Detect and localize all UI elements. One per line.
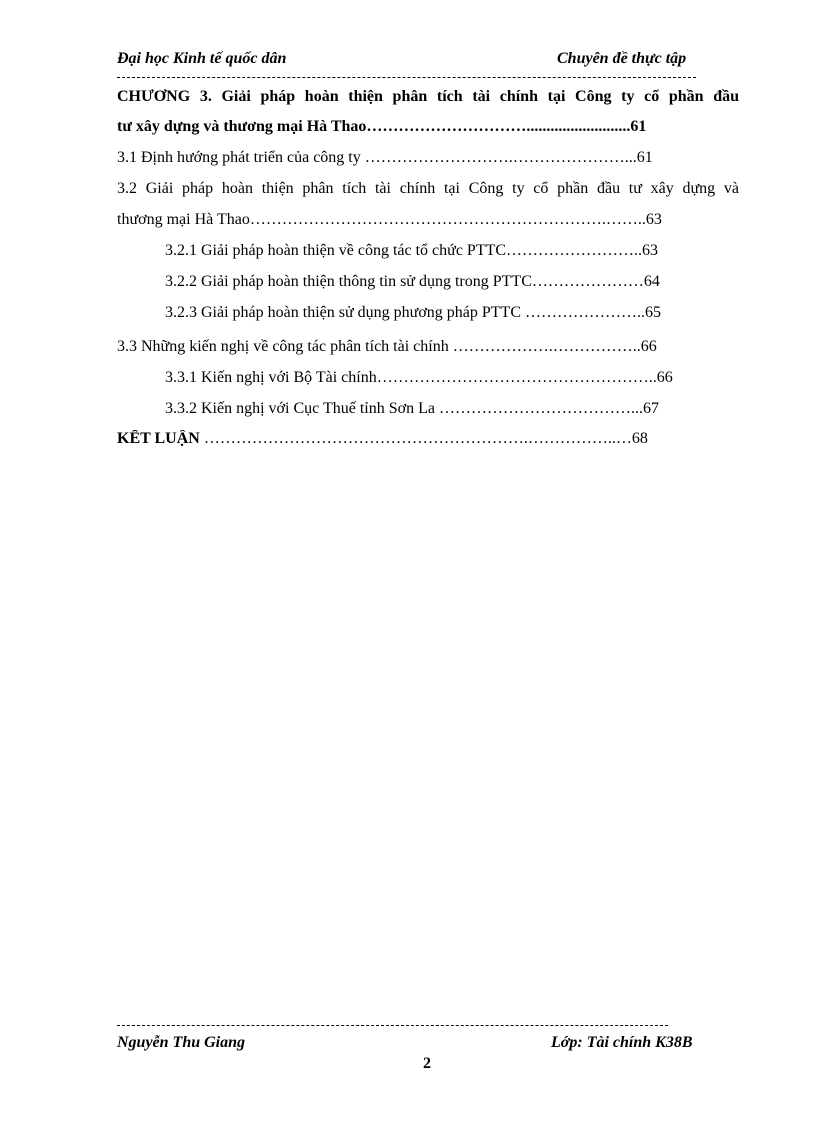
toc-conclusion-leader: …………………………………………………….……………..…68 <box>199 430 648 447</box>
footer-author: Nguyễn Thu Giang <box>117 1034 246 1051</box>
toc-conclusion-label: KẾT LUẬN <box>117 430 200 447</box>
header-divider <box>117 77 696 78</box>
toc-entry-3-2-3: 3.2.3 Giải pháp hoàn thiện sử dụng phương pháp PTTC …………………..65 <box>165 304 661 321</box>
toc-chapter3-title-line2: tư xây dựng và thương mại Hà Thao…………………………..........................61 <box>117 118 647 135</box>
toc-entry-3-2-line2: thương mại Hà Thao………………………………………………………….……..63 <box>117 211 662 228</box>
page-number: 2 <box>423 1055 431 1072</box>
toc-entry-3-3: 3.3 Những kiến nghị về công tác phân tích tài chính ……………….……………..66 <box>117 338 657 355</box>
header-report-type: Chuyên đề thực tập <box>557 50 687 67</box>
toc-entry-3-2-1: 3.2.1 Giải pháp hoàn thiện về công tác tổ chức PTTC……………………..63 <box>165 242 659 259</box>
toc-entry-3-3-2: 3.3.2 Kiến nghị với Cục Thuế tỉnh Sơn La ………………………………...67 <box>165 400 659 417</box>
toc-chapter3-title-line1: CHƯƠNG 3. Giải pháp hoàn thiện phân tích tài chính tại Công ty cổ phần đầu <box>117 88 739 105</box>
toc-entry-3-2-line1: 3.2 Giải pháp hoàn thiện phân tích tài chính tại Công ty cổ phần đầu tư xây dựng và <box>117 180 739 197</box>
toc-entry-3-3-1: 3.3.1 Kiến nghị với Bộ Tài chính……………………………………………..66 <box>165 369 673 386</box>
footer-class-name: Lớp: Tài chính K38B <box>551 1034 693 1051</box>
footer-divider <box>117 1025 668 1026</box>
toc-entry-conclusion <box>117 430 739 448</box>
toc-entry-3-2-2: 3.2.2 Giải pháp hoàn thiện thông tin sử dụng trong PTTC…………………64 <box>165 273 660 290</box>
header-university: Đại học Kinh tế quốc dân <box>117 50 287 67</box>
toc-entry-3-1: 3.1 Định hướng phát triển của công ty ……………………….…………………...61 <box>117 149 653 166</box>
